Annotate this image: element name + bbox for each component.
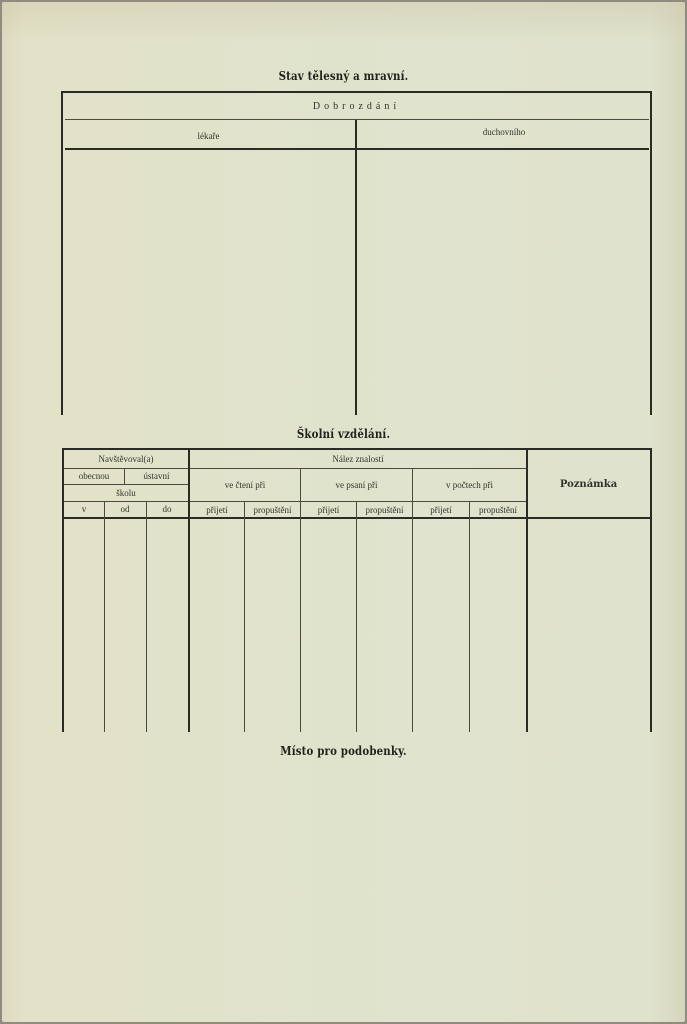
reading-header: ve čtení při xyxy=(224,480,266,490)
general-school-label: obecnou xyxy=(78,471,110,481)
note-column-header: Poznámka xyxy=(559,479,618,490)
reading-release-header: propuštění xyxy=(253,505,292,515)
doctor-column-header: lékaře xyxy=(197,131,220,141)
assessment-header: Dobrozdání xyxy=(312,101,401,112)
heading-photos-place: Místo pro podobenky. xyxy=(280,744,407,758)
clergy-column-header: duchovního xyxy=(482,127,526,137)
heading-school-education: Školní vzdělání. xyxy=(296,427,391,441)
arithmetic-header: v počtech při xyxy=(446,480,493,490)
from-column-header: od xyxy=(120,504,130,514)
arithmetic-admission-header: přijetí xyxy=(430,505,452,515)
knowledge-header: Nález znalostí xyxy=(332,454,384,464)
school-label: školu xyxy=(116,488,136,498)
institutional-school-label: ústavní xyxy=(143,471,170,481)
to-column-header: do xyxy=(162,504,172,514)
in-column-header: v xyxy=(81,504,87,514)
writing-admission-header: přijetí xyxy=(317,505,340,515)
arithmetic-release-header: propuštění xyxy=(479,505,517,515)
writing-release-header: propuštění xyxy=(365,505,404,515)
attended-header: Navštěvoval(a) xyxy=(98,454,154,464)
heading-physical-moral: Stav tělesný a mravní. xyxy=(278,69,409,83)
writing-header: ve psaní při xyxy=(335,480,378,490)
reading-admission-header: přijetí xyxy=(206,505,228,515)
